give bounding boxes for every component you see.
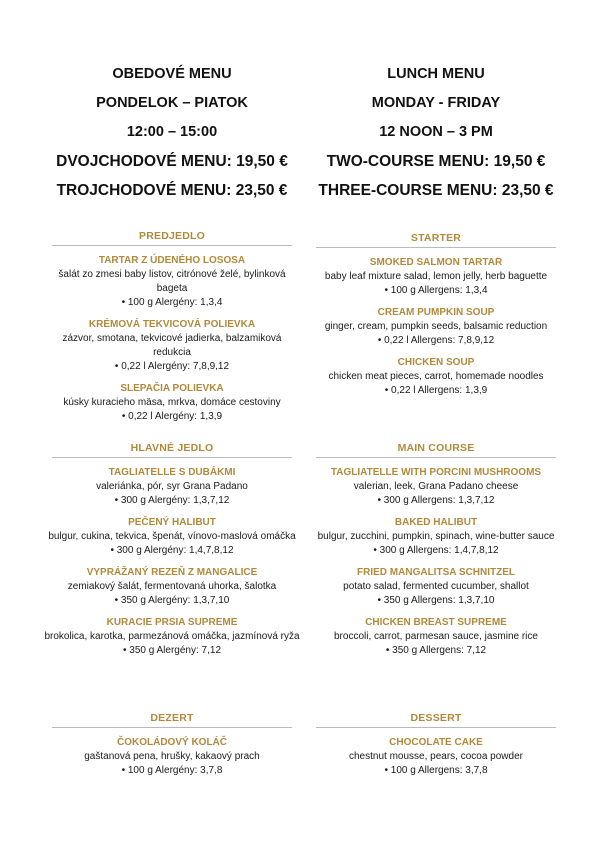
menu-item: [37, 318, 307, 374]
menu-item: [301, 356, 571, 398]
item-name: CHOCOLATE CAKE: [389, 737, 483, 748]
item-description: potato salad, fermented cucumber, shallot: [343, 581, 529, 592]
item-allergens: • 300 g Alergény: 1,3,7,12: [114, 495, 230, 506]
menu-item: [37, 566, 307, 608]
item-name: KRÉMOVÁ TEKVICOVÁ POLIEVKA: [88, 319, 256, 330]
item-name: VYPRÁŽANÝ REZEŇ Z MANGALICE: [86, 567, 258, 578]
menu-header: [37, 0, 307, 205]
item-description: bulgur, zucchini, pumpkin, spinach, wine-butter sauce: [317, 531, 555, 542]
item-name: CHICKEN BREAST SUPREME: [365, 617, 507, 628]
item-allergens: • 100 g Allergens: 3,7,8: [384, 765, 488, 776]
menu-days: PONDELOK – PIATOK: [96, 95, 248, 111]
menu-item: [37, 466, 307, 508]
menu-item: [37, 254, 307, 310]
section-dessert: [301, 710, 571, 778]
english-menu-column: [301, 0, 571, 776]
menu-item: [301, 306, 571, 348]
item-allergens: • 300 g Alergény: 1,4,7,8,12: [110, 545, 234, 556]
section-main: [37, 440, 307, 658]
item-allergens: • 100 g Alergény: 1,3,4: [121, 297, 223, 308]
item-description: kúsky kuracieho mäsa, mrkva, domáce cestoviny: [63, 397, 281, 408]
item-description: ginger, cream, pumpkin seeds, balsamic reduction: [324, 321, 548, 332]
item-description: zemiakový šalát, fermentovaná uhorka, šalotka: [67, 581, 277, 592]
item-allergens: • 350 g Allergens: 7,12: [385, 645, 487, 656]
menu-item: [301, 566, 571, 608]
two-course-price: DVOJCHODOVÉ MENU: 19,50 €: [56, 153, 288, 170]
item-name: SLEPAČIA POLIEVKA: [120, 383, 224, 394]
item-name: KURACIE PRSIA SUPREME: [106, 617, 238, 628]
section-main: [301, 440, 571, 658]
item-allergens: • 350 g Allergens: 1,3,7,10: [377, 595, 495, 606]
slovak-menu-column: [37, 0, 307, 776]
section-title: STARTER: [316, 230, 556, 248]
section-title: DEZERT: [52, 710, 292, 728]
item-allergens: • 300 g Allergens: 1,4,7,8,12: [373, 545, 499, 556]
item-description: valerian, leek, Grana Padano cheese: [353, 481, 519, 492]
item-allergens: • 100 g Alergény: 3,7,8: [121, 765, 223, 776]
item-allergens: • 0,22 l Allergens: 1,3,9: [384, 385, 488, 396]
item-allergens: • 350 g Alergény: 7,12: [122, 645, 222, 656]
section-dessert: [37, 710, 307, 778]
item-allergens: • 300 g Allergens: 1,3,7,12: [377, 495, 495, 506]
menu-item: [301, 736, 571, 778]
item-description: broccoli, carrot, parmesan sauce, jasmine rice: [334, 631, 538, 642]
menu-hours: 12 NOON – 3 PM: [379, 124, 493, 140]
three-course-price: TROJCHODOVÉ MENU: 23,50 €: [56, 182, 288, 199]
item-name: PEČENÝ HALIBUT: [128, 517, 216, 528]
menu-title: OBEDOVÉ MENU: [112, 66, 232, 82]
item-allergens: • 0,22 l Alergény: 7,8,9,12: [114, 361, 230, 372]
item-allergens: • 100 g Allergens: 1,3,4: [384, 285, 488, 296]
menu-item: [37, 736, 307, 778]
item-description: baby leaf mixture salad, lemon jelly, herb baguette: [324, 271, 548, 282]
menu-title: LUNCH MENU: [387, 66, 485, 82]
menu-days: MONDAY - FRIDAY: [371, 95, 501, 111]
item-name: TARTAR Z ÚDENÉHO LOSOSA: [98, 255, 246, 266]
item-name: BAKED HALIBUT: [394, 517, 478, 528]
menu-header: [301, 0, 571, 205]
item-description: brokolica, karotka, parmezánová omáčka, jazmínová ryža: [44, 631, 300, 642]
item-allergens: • 350 g Alergény: 1,3,7,10: [114, 595, 230, 606]
menu-item: [301, 466, 571, 508]
item-description: gaštanová pena, hrušky, kakaový prach: [84, 751, 260, 762]
menu-item: [37, 516, 307, 558]
item-allergens: • 0,22 l Alergény: 1,3,9: [121, 411, 223, 422]
section-starter: [37, 228, 307, 424]
section-title: HLAVNÉ JEDLO: [52, 440, 292, 458]
item-description: valeriánka, pór, syr Grana Padano: [96, 481, 248, 492]
item-name: CHICKEN SOUP: [397, 357, 475, 368]
menu-hours: 12:00 – 15:00: [126, 124, 218, 140]
menu-item: [301, 256, 571, 298]
item-description: bulgur, cukina, tekvica, špenát, vínovo-maslová omáčka: [48, 531, 296, 542]
menu-item: [37, 616, 307, 658]
section-starter: [301, 230, 571, 398]
two-course-price: TWO-COURSE MENU: 19,50 €: [326, 153, 546, 170]
item-name: ČOKOLÁDOVÝ KOLÁČ: [117, 737, 227, 748]
item-name: FRIED MANGALITSA SCHNITZEL: [357, 567, 515, 578]
section-title: DESSERT: [316, 710, 556, 728]
section-title: MAIN COURSE: [316, 440, 556, 458]
three-course-price: THREE-COURSE MENU: 23,50 €: [318, 182, 554, 199]
section-title: PREDJEDLO: [52, 228, 292, 246]
item-name: CREAM PUMPKIN SOUP: [377, 307, 495, 318]
item-description: zázvor, smotana, tekvicové jadierka, balzamiková redukcia: [62, 333, 282, 358]
item-name: TAGLIATELLE WITH PORCINI MUSHROOMS: [330, 467, 542, 478]
item-description: chestnut mousse, pears, cocoa powder: [349, 751, 523, 762]
item-description: chicken meat pieces, carrot, homemade noodles: [328, 371, 544, 382]
item-description: šalát zo zmesi baby listov, citrónové želé, bylinková bageta: [58, 269, 286, 294]
item-name: TAGLIATELLE S DUBÁKMI: [108, 467, 236, 478]
menu-item: [301, 516, 571, 558]
item-name: SMOKED SALMON TARTAR: [369, 257, 503, 268]
menu-item: [301, 616, 571, 658]
menu-item: [37, 382, 307, 424]
item-allergens: • 0,22 l Allergens: 7,8,9,12: [377, 335, 495, 346]
